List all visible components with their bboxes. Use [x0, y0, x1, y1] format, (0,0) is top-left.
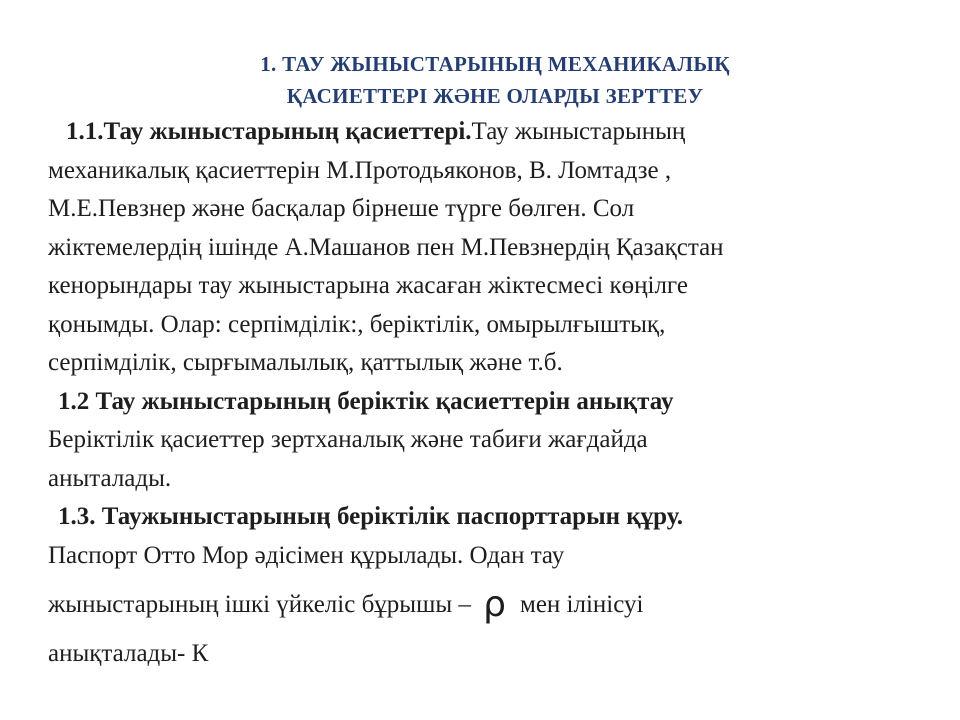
body-text-line: серпімділік, сырғымалылық, қаттылық және т.б. [48, 349, 563, 376]
body-text-line: Тау жыныстарының [471, 118, 686, 145]
body-text-line: Паспорт Отто Мор әдісімен құрылады. Одан тау [48, 541, 565, 569]
rho-symbol: ρ [483, 584, 506, 625]
section-3-heading-text: 1.3. Таужыныстарының беріктілік паспорттарын құру. [58, 503, 683, 530]
body-text-line: қонымды. Олар: серпімділік:, беріктілік, омырылғыштық, [48, 310, 666, 338]
slide-title [100, 48, 890, 112]
section-2-heading-text: 1.2 Тау жыныстарының беріктік қасиеттерін анықтау [58, 387, 674, 415]
section-1-heading: 1.1.Тау жыныстарының қасиеттері. [66, 118, 472, 145]
section-2-heading [48, 383, 928, 422]
body-text-line: аныталады. [48, 464, 172, 492]
body-text-line: анықталады- К [48, 640, 209, 667]
section-1-first-line [48, 113, 928, 152]
section-3-heading [48, 498, 928, 537]
slide-body [48, 113, 928, 674]
body-text-line: Беріктілік қасиеттер зертханалық және табиғи жағдайда [48, 426, 648, 453]
body-text-line-with-symbol [48, 575, 928, 635]
body-text-line: жіктемелердің ішінде А.Машанов пен М.Певзнердің Қазақстан [48, 233, 724, 261]
body-text-line: М.Е.Певзнер және басқалар бірнеше түрге бөлген. Сол [48, 195, 635, 222]
body-text-segment: мен ілінісуі [520, 591, 644, 618]
slide-title-line-2: ҚАСИЕТТЕРІ ЖӘНЕ ОЛАРДЫ ЗЕРТТЕУ [286, 84, 704, 108]
slide-title-line-1: 1. ТАУ ЖЫНЫСТАРЫНЫҢ МЕХАНИКАЛЫҚ [260, 52, 730, 76]
body-text-line: кенорындары тау жыныстарына жасаған жіктесмесі көңілге [48, 272, 688, 299]
body-text-line: механикалық қасиеттерін М.Протодьяконов, В. Ломтадзе , [48, 156, 672, 184]
body-text-segment: жыныстарының ішкі үйкеліс бұрышы – [48, 591, 471, 618]
